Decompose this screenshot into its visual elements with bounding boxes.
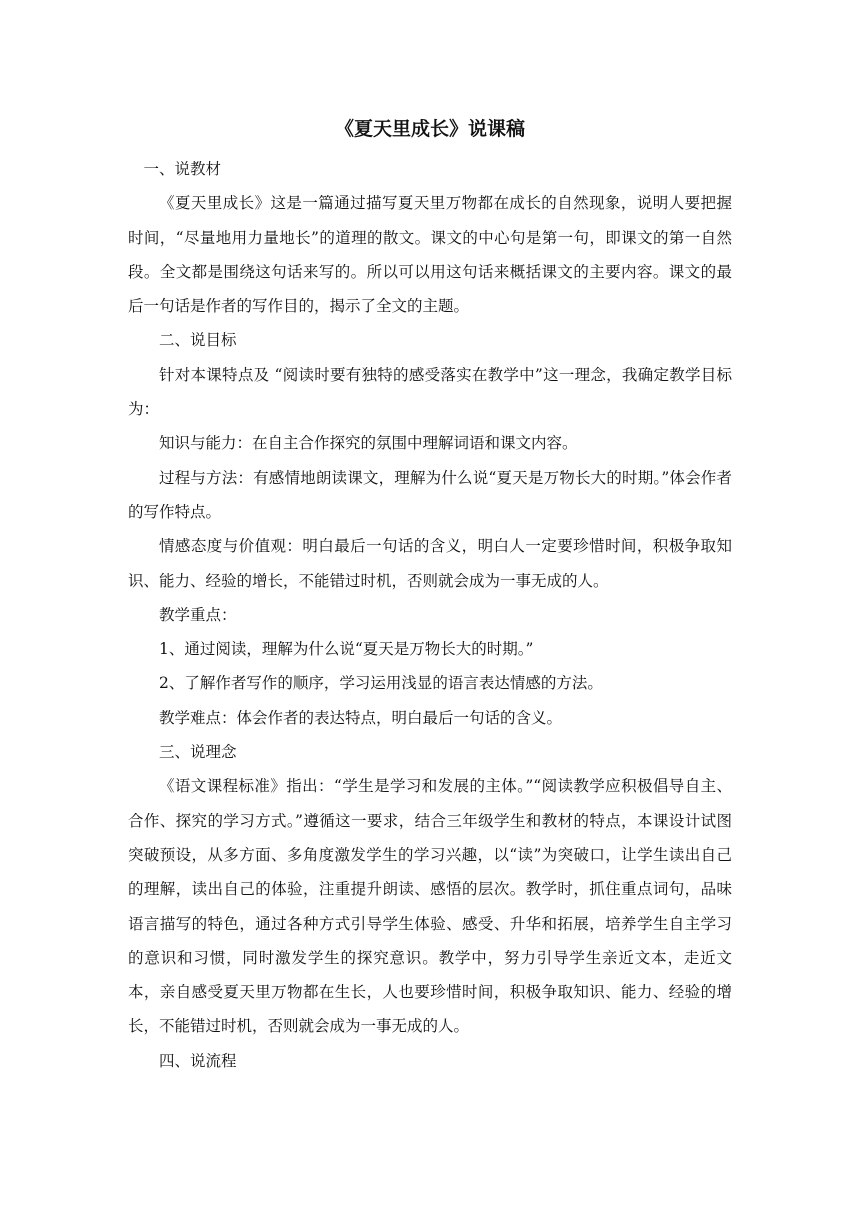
section-heading-textbook: 一、说教材	[143, 160, 222, 178]
paragraph-goal-knowledge: 知识与能力：在自主合作探究的氛围中理解词语和课文内容。	[159, 434, 578, 453]
section-heading-philosophy: 三、说理念	[159, 743, 237, 762]
section-heading-goals: 二、说目标	[159, 331, 237, 350]
paragraph-goal-attitude: 情感态度与价值观：明白最后一句话的含义，明白人一定要珍惜时间，积极争取知识、能力、经验的增长，不能错过时机，否则就会成为一事无成的人。	[128, 537, 732, 590]
paragraph-philosophy: 《语文课程标准》指出：“学生是学习和发展的主体。”“阅读教学应积极倡导自主、合作、探究的学习方式。”遵循这一要求，结合三年级学生和教材的特点，本课设计试图突破预设，从多方面、多角度激发学生的学习兴趣，以“读”为突破口，让学生读出自己的理解，读出自己的体验，注重提升朗读、感悟的层次。教学时，抓住重点词句，品味语言描写的特色，通过各种方式引导学生体验、感受、升华和拓展，培养学生自主学习的意识和习惯，同时激发学生的探究意识。教学中，努力引导学生亲近文本，走近文本，亲自感受夏天里万物都在生长，人也要珍惜时间，积极争取知识、能力、经验的增长，不能错过时机，否则就会成为一事无成的人。	[128, 777, 732, 1036]
document-body	[128, 152, 732, 1078]
paragraph-difficult-points: 教学难点：体会作者的表达特点，明白最后一句话的含义。	[159, 708, 563, 727]
paragraph-textbook-intro: 《夏天里成长》这是一篇通过描写夏天里万物都在成长的自然现象，说明人要把握时间，“尽量地用力量地长”的道理的散文。课文的中心句是第一句，即课文的第一自然段。全文都是围绕这句话来写的。所以可以用这句话来概括课文的主要内容。课文的最后一句话是作者的写作目的，揭示了全文的主题。	[128, 194, 732, 316]
document-title: 《夏天里成长》说课稿	[334, 118, 525, 140]
paragraph-goals-intro: 针对本课特点及 “阅读时要有独特的感受落实在教学中”这一理念，我确定教学目标为：	[128, 365, 732, 419]
section-heading-process: 四、说流程	[159, 1051, 237, 1070]
paragraph-key-points-label: 教学重点：	[159, 605, 237, 624]
paragraph-key-point-1: 1、通过阅读，理解为什么说“夏天是万物长大的时期。”	[159, 640, 534, 659]
paragraph-key-point-2: 2、了解作者写作的顺序，学习运用浅显的语言表达情感的方法。	[159, 674, 603, 693]
paragraph-goal-process: 过程与方法：有感情地朗读课文，理解为什么说“夏天是万物长大的时期。”体会作者的写作特点。	[128, 468, 732, 521]
